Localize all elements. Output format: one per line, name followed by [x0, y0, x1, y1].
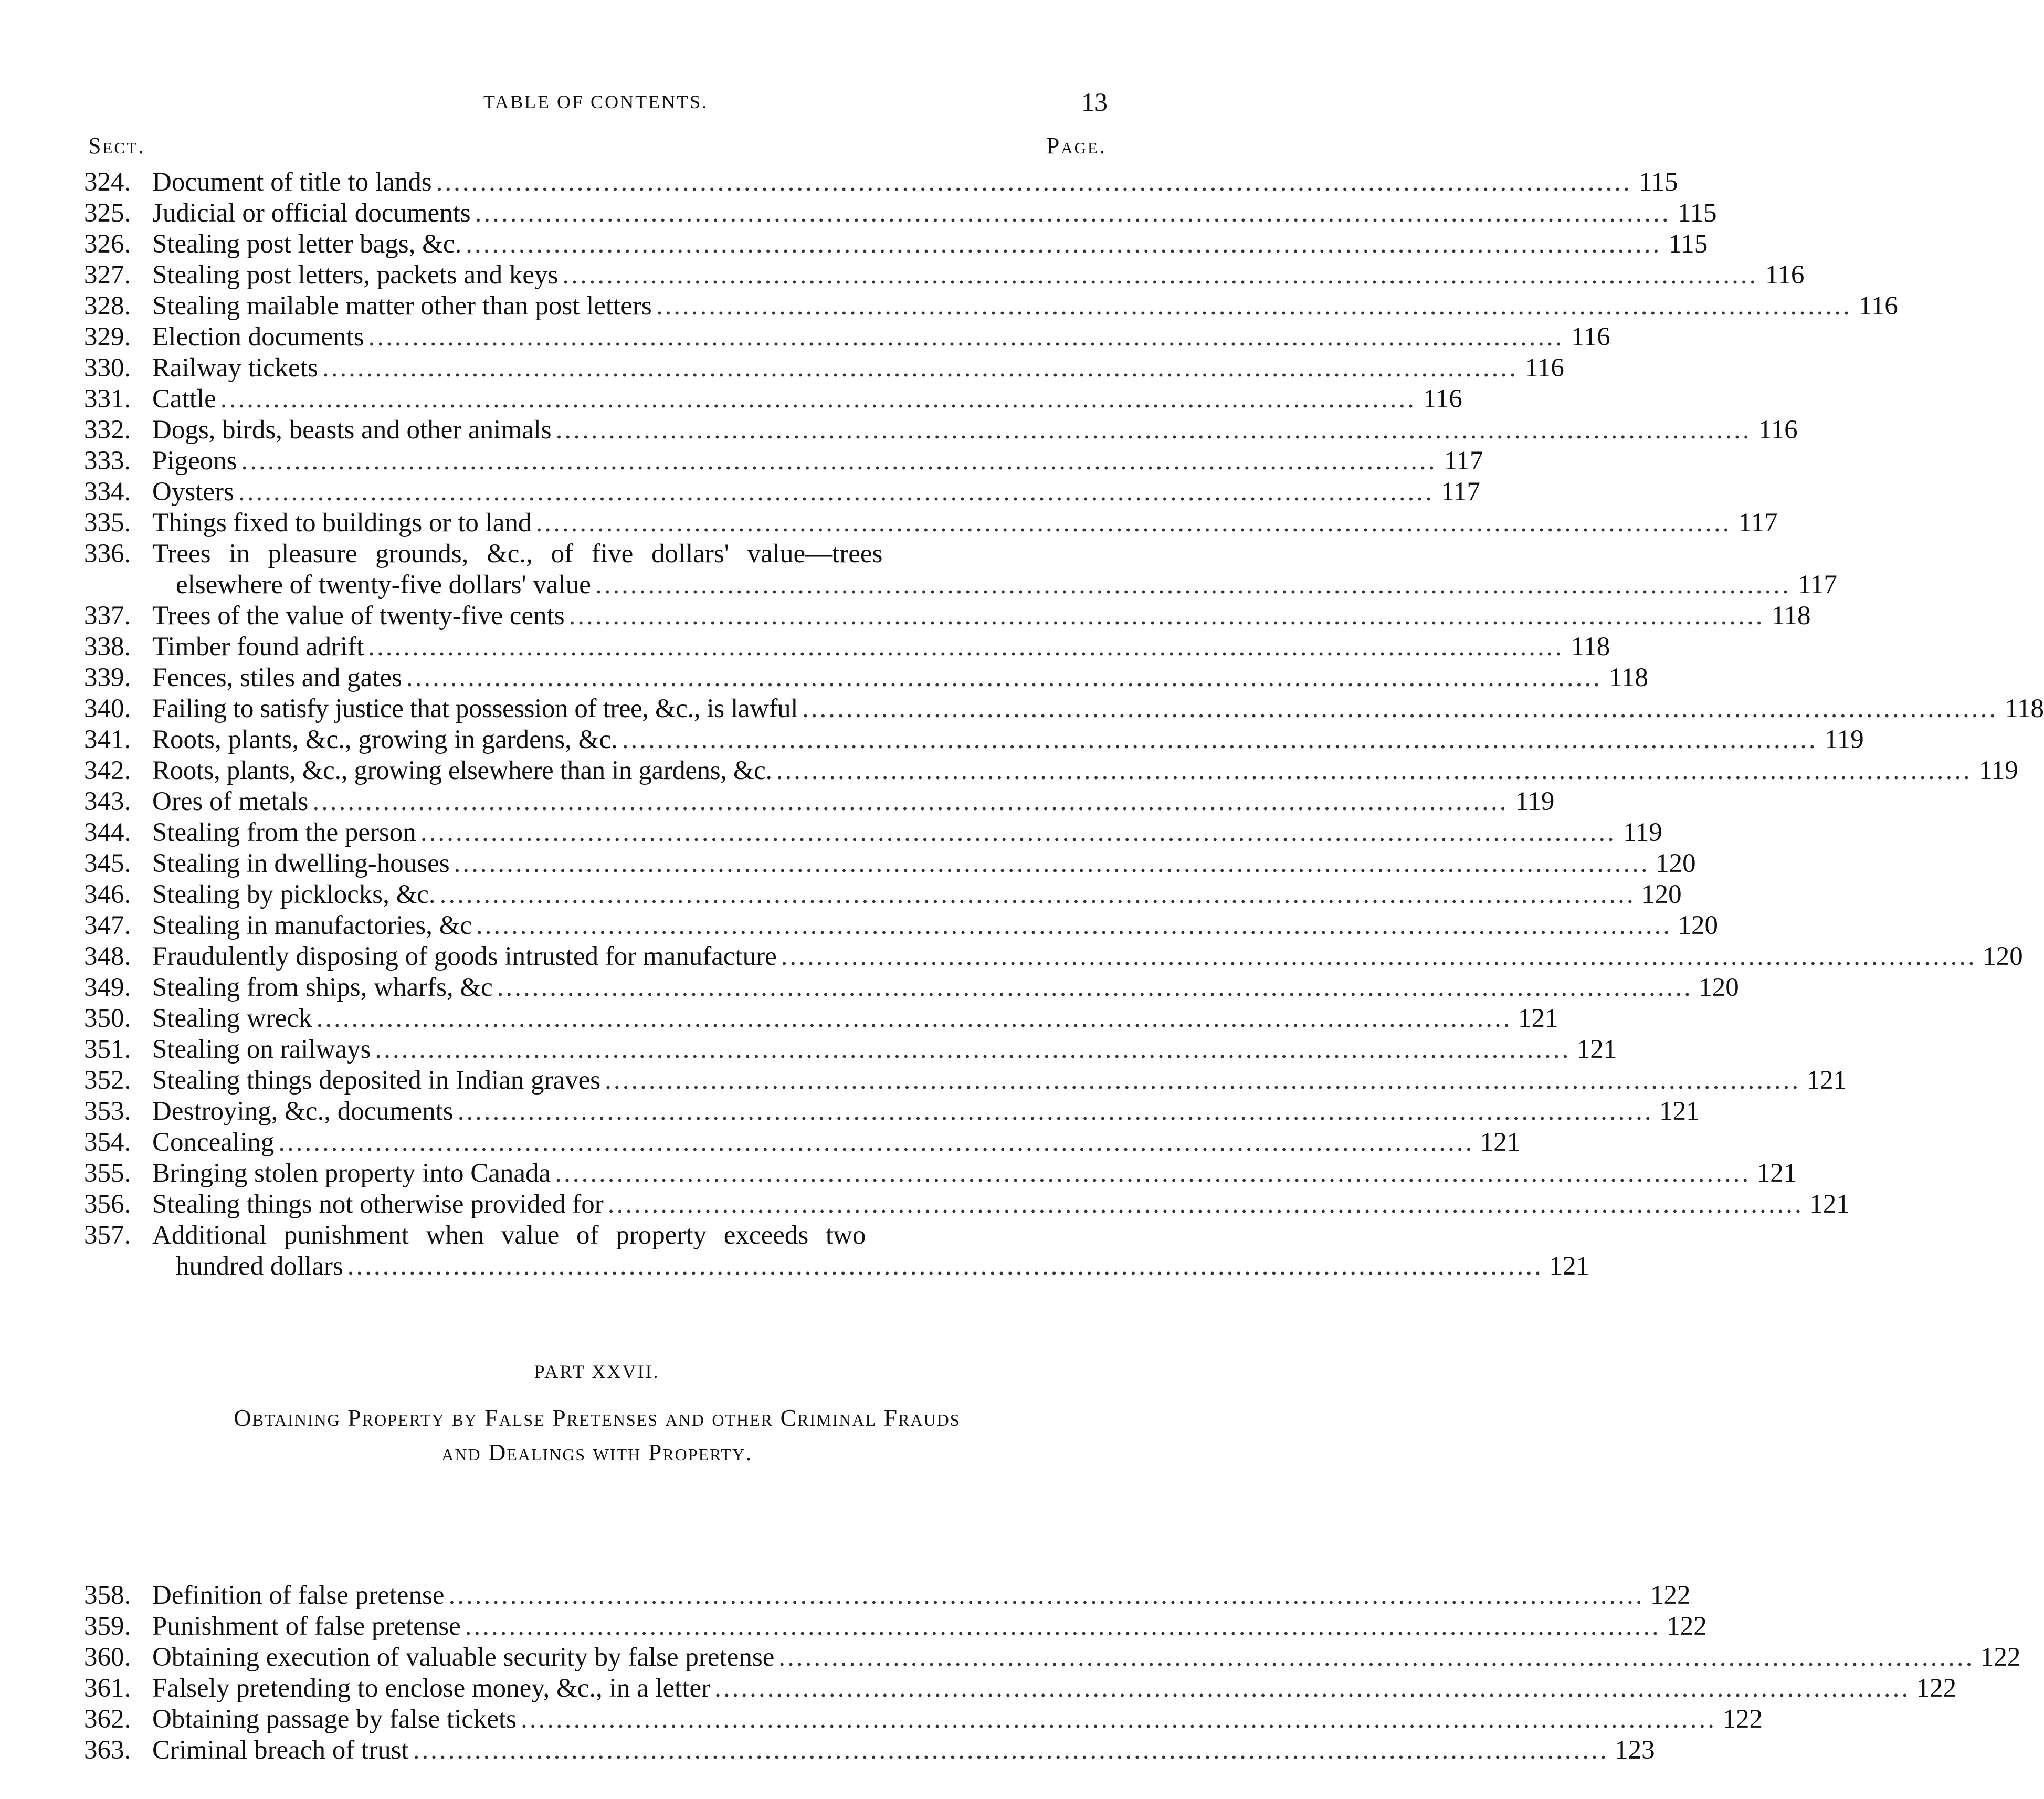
- toc-entry: [84, 601, 1811, 632]
- toc-entry: [84, 446, 1483, 477]
- section-number: 355.: [84, 1159, 131, 1188]
- dot-leader: ........................................................................................................................................: [406, 663, 1602, 692]
- section-column-label: Sect.: [88, 133, 146, 159]
- toc-entry: [84, 167, 1678, 198]
- entry-page: 122: [1980, 1643, 2021, 1672]
- section-number: 341.: [84, 725, 131, 754]
- toc-entry: [84, 662, 1648, 693]
- running-head: [84, 87, 1108, 118]
- dot-leader: ........................................................................................................................................: [607, 1190, 1804, 1219]
- entry-title: Stealing wreck: [152, 1004, 312, 1033]
- entry-page: 120: [1983, 942, 2023, 971]
- entry-page: 121: [1756, 1159, 1797, 1188]
- dot-leader: ........................................................................................................................................: [436, 167, 1632, 197]
- entry-title: Criminal breach of trust: [152, 1735, 409, 1765]
- entry-title: Election documents: [152, 322, 364, 352]
- entry-page: 121: [1576, 1035, 1617, 1064]
- part-subtitle-line: Obtaining Property by False Pretenses and other Criminal Frauds: [234, 1404, 961, 1431]
- entry-title: Stealing mailable matter other than post letters: [152, 291, 652, 321]
- running-title: TABLE OF CONTENTS.: [483, 91, 709, 112]
- section-number: 359.: [84, 1612, 131, 1641]
- toc-entry: [84, 755, 2018, 786]
- section-number: 324.: [84, 167, 131, 197]
- entry-page: 122: [1667, 1612, 1707, 1641]
- dot-leader: ........................................................................................................................................: [322, 353, 1518, 383]
- dot-leader: ........................................................................................................................................: [457, 1097, 1653, 1126]
- dot-leader: ........................................................................................................................................: [465, 1612, 1661, 1641]
- dot-leader: ........................................................................................................................................: [497, 973, 1693, 1002]
- entry-title: Stealing by picklocks, &c.: [152, 880, 436, 909]
- dot-leader: ........................................................................................................................................: [439, 880, 1636, 909]
- dot-leader: ........................................................................................................................................: [476, 911, 1672, 940]
- section-number: 347.: [84, 911, 131, 940]
- entry-title: Stealing post letters, packets and keys: [152, 260, 559, 290]
- toc-entry: [84, 1065, 1847, 1096]
- toc-entry: [84, 1673, 1957, 1704]
- entry-page: 119: [1979, 756, 2018, 785]
- entry-title: Oysters: [152, 477, 234, 507]
- entry-page: 116: [1859, 291, 1898, 321]
- section-number: 348.: [84, 942, 131, 971]
- section-number: 340.: [84, 694, 131, 723]
- entry-page: 120: [1656, 849, 1696, 878]
- toc-entry: [84, 1158, 1797, 1189]
- entry-page: 121: [1806, 1066, 1847, 1095]
- entry-title: Timber found adrift: [152, 632, 364, 661]
- entry-title: Stealing from the person: [152, 818, 416, 847]
- dot-leader: ........................................................................................................................................: [781, 942, 1977, 971]
- entry-title: Stealing in dwelling-houses: [152, 849, 450, 878]
- entry-title: Judicial or official documents: [152, 198, 471, 228]
- entry-title-continued: hundred dollars: [176, 1251, 343, 1281]
- dot-leader: ........................................................................................................................................: [413, 1735, 1609, 1765]
- dot-leader: ........................................................................................................................................: [656, 291, 1852, 321]
- section-number: 349.: [84, 973, 131, 1002]
- entry-page: 116: [1571, 322, 1610, 352]
- dot-leader: ........................................................................................................................................: [475, 198, 1671, 228]
- toc-entry: [84, 1735, 1655, 1766]
- dot-leader: ........................................................................................................................................: [368, 632, 1564, 661]
- section-number: 336.: [84, 539, 131, 569]
- entry-page: 121: [1659, 1097, 1700, 1126]
- entry-page: 121: [1518, 1004, 1558, 1033]
- entry-title: Punishment of false pretense: [152, 1612, 461, 1641]
- entry-page: 115: [1678, 198, 1717, 228]
- dot-leader: ........................................................................................................................................: [454, 849, 1650, 878]
- dot-leader: ........................................................................................................................................: [347, 1251, 1543, 1281]
- part-contents-list: [84, 1580, 2021, 1766]
- section-number: 356.: [84, 1190, 131, 1219]
- section-number: 358.: [84, 1581, 131, 1610]
- section-number: 339.: [84, 663, 131, 692]
- dot-leader: ........................................................................................................................................: [778, 1643, 1975, 1672]
- section-number: 338.: [84, 632, 131, 661]
- toc-entry: [84, 1003, 1558, 1034]
- dot-leader: ........................................................................................................................................: [621, 725, 1818, 754]
- entry-page: 122: [1722, 1705, 1763, 1734]
- dot-leader: ........................................................................................................................................: [466, 229, 1662, 259]
- entry-page: 118: [2005, 694, 2044, 723]
- section-number: 329.: [84, 322, 131, 352]
- entry-page: 123: [1615, 1735, 1655, 1765]
- entry-title: Cattle: [152, 384, 216, 414]
- toc-entry: [84, 632, 1610, 662]
- entry-page: 120: [1641, 880, 1682, 909]
- section-number: 354.: [84, 1128, 131, 1157]
- section-number: 361.: [84, 1674, 131, 1703]
- entry-title: Concealing: [152, 1128, 275, 1157]
- entry-title: Obtaining passage by false tickets: [152, 1705, 517, 1734]
- dot-leader: ........................................................................................................................................: [375, 1035, 1571, 1064]
- page-column-label: Page.: [1046, 133, 1107, 159]
- section-number: 352.: [84, 1066, 131, 1095]
- page-number: 13: [1081, 87, 1108, 117]
- toc-entry: [84, 1220, 1589, 1282]
- column-headings: [88, 132, 1107, 164]
- section-number: 334.: [84, 477, 131, 507]
- dot-leader: ........................................................................................................................................: [241, 446, 1437, 476]
- toc-entry: [84, 941, 2023, 972]
- entry-title: Pigeons: [152, 446, 237, 476]
- section-number: 332.: [84, 415, 131, 445]
- entry-page: 119: [1515, 787, 1555, 816]
- toc-entry: [84, 786, 1555, 817]
- entry-title: Railway tickets: [152, 353, 318, 383]
- section-number: 337.: [84, 601, 131, 630]
- entry-page: 122: [1650, 1581, 1691, 1610]
- entry-title: Roots, plants, &c., growing in gardens, &c.: [152, 725, 618, 754]
- section-number: 362.: [84, 1705, 131, 1734]
- entry-title: Fraudulently disposing of goods intrusted for manufacture: [152, 942, 777, 971]
- entry-title: Things fixed to buildings or to land: [152, 508, 532, 538]
- dot-leader: ........................................................................................................................................: [278, 1128, 1474, 1157]
- section-number: 346.: [84, 880, 131, 909]
- entry-page: 120: [1678, 911, 1718, 940]
- toc-entry: [84, 693, 2044, 724]
- toc-entry: [84, 848, 1696, 879]
- entry-title-continued: elsewhere of twenty-five dollars' value: [176, 570, 591, 599]
- section-number: 343.: [84, 787, 131, 816]
- toc-entry: [84, 1642, 2021, 1673]
- dot-leader: ........................................................................................................................................: [448, 1581, 1645, 1610]
- dot-leader: ........................................................................................................................................: [562, 260, 1758, 290]
- entry-page: 119: [1825, 725, 1864, 754]
- entry-title: Dogs, birds, beasts and other animals: [152, 415, 552, 445]
- entry-title: Stealing post letter bags, &c.: [152, 229, 462, 259]
- section-number: 325.: [84, 198, 131, 228]
- dot-leader: ........................................................................................................................................: [595, 570, 1791, 599]
- entry-title: Roots, plants, &c., growing elsewhere than in gardens, &c.: [152, 756, 772, 785]
- part-subtitle: [84, 1401, 1110, 1470]
- toc-entry: [84, 384, 1462, 415]
- entry-title: Additional punishment when value of property exceeds two: [152, 1221, 866, 1250]
- entry-page: 116: [1525, 353, 1564, 383]
- entry-title: Stealing on railways: [152, 1035, 371, 1064]
- entry-title: Bringing stolen property into Canada: [152, 1159, 551, 1188]
- entry-page: 115: [1638, 167, 1678, 197]
- dot-leader: ........................................................................................................................................: [316, 1004, 1512, 1033]
- section-number: 363.: [84, 1735, 131, 1765]
- section-number: 342.: [84, 756, 131, 785]
- toc-entry: [84, 508, 1778, 539]
- dot-leader: ........................................................................................................................................: [714, 1674, 1911, 1703]
- toc-entry: [84, 817, 1662, 848]
- section-number: 333.: [84, 446, 131, 476]
- dot-leader: ........................................................................................................................................: [312, 787, 1509, 816]
- entry-title: Stealing from ships, wharfs, &c: [152, 973, 493, 1002]
- entry-page: 118: [1609, 663, 1648, 692]
- toc-entry: [84, 539, 1837, 601]
- toc-entry: [84, 353, 1564, 384]
- dot-leader: ........................................................................................................................................: [555, 415, 1752, 445]
- toc-entry: [84, 1704, 1763, 1735]
- dot-leader: ........................................................................................................................................: [555, 1159, 1751, 1188]
- entry-page: 116: [1423, 384, 1462, 414]
- part-subtitle-line: and Dealings with Property.: [441, 1439, 753, 1466]
- entry-page: 122: [1916, 1674, 1957, 1703]
- section-number: 335.: [84, 508, 131, 538]
- section-number: 351.: [84, 1035, 131, 1064]
- entry-page: 118: [1771, 601, 1811, 630]
- entry-page: 116: [1758, 415, 1798, 445]
- entry-page: 117: [1738, 508, 1778, 538]
- dot-leader: ........................................................................................................................................: [535, 508, 1732, 538]
- dot-leader: ........................................................................................................................................: [568, 601, 1765, 630]
- toc-entry: [84, 1034, 1617, 1065]
- entry-page: 119: [1623, 818, 1662, 847]
- toc-entry: [84, 229, 1708, 260]
- section-number: 326.: [84, 229, 131, 259]
- entry-page: 121: [1480, 1128, 1521, 1157]
- entry-title: Document of title to lands: [152, 167, 432, 197]
- section-number: 327.: [84, 260, 131, 290]
- section-number: 357.: [84, 1221, 131, 1250]
- entry-title: Stealing in manufactories, &c: [152, 911, 472, 940]
- contents-list: [84, 167, 2044, 1282]
- toc-entry: [84, 879, 1682, 910]
- entry-page: 118: [1571, 632, 1610, 661]
- toc-entry: [84, 415, 1798, 446]
- toc-entry: [84, 260, 1805, 291]
- dot-leader: ........................................................................................................................................: [776, 756, 1972, 785]
- section-number: 331.: [84, 384, 131, 414]
- toc-entry: [84, 1096, 1700, 1127]
- entry-page: 115: [1668, 229, 1708, 259]
- toc-entry: [84, 291, 1898, 322]
- entry-title: Stealing things deposited in Indian graves: [152, 1066, 601, 1095]
- toc-entry: [84, 1580, 1691, 1611]
- entry-title: Failing to satisfy justice that possession of tree, &c., is lawful: [152, 694, 798, 723]
- entry-page: 117: [1441, 477, 1480, 507]
- entry-title: Ores of metals: [152, 787, 309, 816]
- section-number: 353.: [84, 1097, 131, 1126]
- entry-title: Falsely pretending to enclose money, &c., in a letter: [152, 1674, 711, 1703]
- section-number: 350.: [84, 1004, 131, 1033]
- entry-page: 120: [1699, 973, 1739, 1002]
- toc-entry: [84, 198, 1717, 229]
- dot-leader: ........................................................................................................................................: [802, 694, 1998, 723]
- toc-entry: [84, 724, 1864, 755]
- section-number: 345.: [84, 849, 131, 878]
- toc-entry: [84, 322, 1610, 353]
- entry-title: Trees in pleasure grounds, &c., of five dollars' value—trees: [152, 539, 883, 569]
- entry-page: 121: [1549, 1251, 1589, 1281]
- toc-entry: [84, 1611, 1707, 1642]
- dot-leader: ........................................................................................................................................: [420, 818, 1616, 847]
- entry-title: Stealing things not otherwise provided for: [152, 1190, 604, 1219]
- entry-title: Destroying, &c., documents: [152, 1097, 454, 1126]
- dot-leader: ........................................................................................................................................: [238, 477, 1434, 507]
- dot-leader: ........................................................................................................................................: [368, 322, 1564, 352]
- toc-entry: [84, 910, 1718, 941]
- dot-leader: ........................................................................................................................................: [605, 1066, 1801, 1095]
- entry-title: Fences, stiles and gates: [152, 663, 402, 692]
- entry-title: Obtaining execution of valuable security by false pretense: [152, 1643, 775, 1672]
- entry-page: 116: [1765, 260, 1805, 290]
- toc-entry: [84, 1127, 1521, 1158]
- entry-title: Definition of false pretense: [152, 1581, 445, 1610]
- dot-leader: ........................................................................................................................................: [520, 1705, 1716, 1734]
- toc-entry: [84, 972, 1739, 1003]
- part-heading: PART XXVII.: [534, 1361, 660, 1382]
- dot-leader: ........................................................................................................................................: [220, 384, 1416, 414]
- entry-page: 117: [1444, 446, 1483, 476]
- entry-page: 121: [1809, 1190, 1850, 1219]
- section-number: 360.: [84, 1643, 131, 1672]
- entry-title: Trees of the value of twenty-five cents: [152, 601, 565, 630]
- section-number: 328.: [84, 291, 131, 321]
- section-number: 330.: [84, 353, 131, 383]
- toc-entry: [84, 477, 1480, 508]
- entry-page: 117: [1798, 570, 1837, 599]
- toc-entry: [84, 1189, 1850, 1220]
- section-number: 344.: [84, 818, 131, 847]
